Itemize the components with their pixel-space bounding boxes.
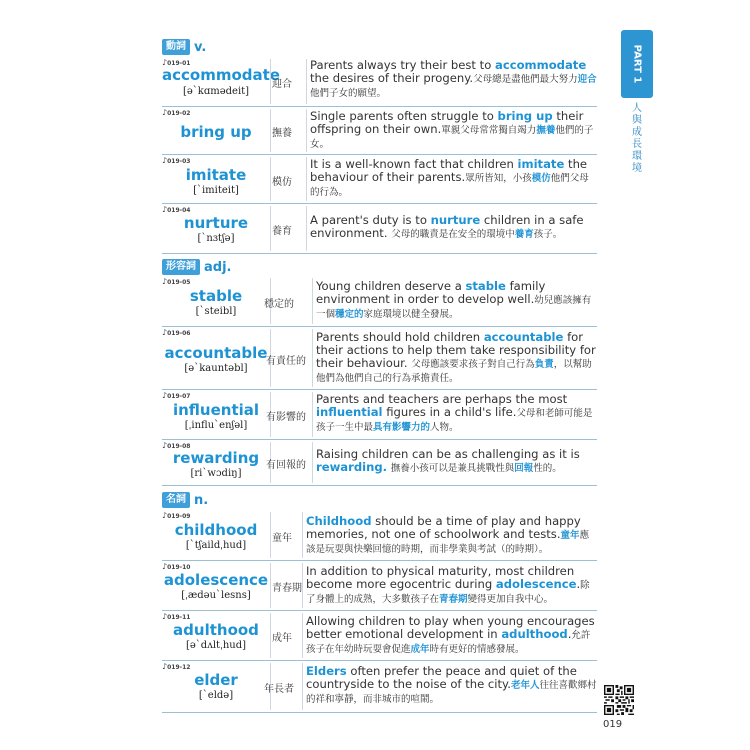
- vocab-entry: [162, 276, 597, 327]
- section-badge: 名詞: [162, 492, 190, 508]
- headword: childhood: [174, 521, 258, 539]
- chinese-meaning: 有回報的: [266, 460, 306, 471]
- entry-number: [162, 328, 190, 337]
- vocab-entry: [162, 661, 597, 713]
- text-run: 允許孩子在年幼時玩耍會促進: [306, 630, 591, 655]
- column-divider: [306, 206, 307, 251]
- chinese-meaning: 童年: [272, 532, 292, 544]
- text-run: 除了身體上的成熟，大多數孩子在: [306, 580, 590, 605]
- text-run: Parents should hold children: [316, 330, 484, 344]
- text-run: 時有更好的情感發展。: [429, 644, 525, 655]
- text-run: family environment in order to develop well.: [316, 279, 546, 306]
- text-run: Young children deserve a: [316, 279, 466, 293]
- column-divider: [302, 663, 303, 710]
- headword: influential: [172, 401, 260, 419]
- text-run: 他們子女的願望。: [310, 88, 387, 99]
- column-divider: [270, 206, 271, 251]
- example-sentence: [306, 615, 597, 656]
- highlight-text: Childhood: [306, 514, 372, 528]
- text-run: 父母總是盡他們最大努力: [473, 74, 578, 85]
- highlight-text: stable: [465, 279, 506, 293]
- entry-number: [162, 511, 190, 520]
- text-run: the desires of their progeny.: [310, 71, 474, 85]
- entry-number-text: 019-10: [167, 564, 191, 571]
- highlight-text: accommodate: [495, 58, 587, 72]
- page-number: 019: [603, 719, 623, 730]
- text-run: 變得更加自我中心。: [467, 594, 554, 605]
- example-sentence: [316, 331, 597, 385]
- phonetic: [ə`dʌltˌhud]: [185, 640, 247, 651]
- vocab-entry: [162, 440, 597, 486]
- chinese-meaning: 有影響的: [266, 412, 306, 423]
- phonetic: [`steibl]: [195, 306, 237, 317]
- section-header-adjective: [162, 259, 231, 275]
- text-run: their offspring on their own.: [310, 109, 584, 136]
- audio-note-icon: ♪: [162, 108, 168, 117]
- vocab-entry: [162, 155, 597, 204]
- section-pos: v.: [194, 39, 207, 55]
- text-run: A parent's duty is to: [310, 213, 431, 227]
- highlight-text: 穩定的: [335, 309, 364, 320]
- vocab-entry: [162, 204, 597, 254]
- text-run: Allowing children to play when young encourages better emotional development in: [306, 614, 595, 641]
- highlight-text: Elders: [306, 664, 347, 678]
- audio-note-icon: ♪: [162, 58, 168, 67]
- section-badge: 形容詞: [162, 259, 200, 275]
- text-run: 父母和老師可能是孩子一生中最: [316, 408, 593, 433]
- audio-note-icon: ♪: [162, 277, 168, 286]
- entry-number-text: 019-04: [167, 207, 191, 214]
- highlight-text: 具有影響力的: [373, 422, 431, 433]
- example-english: [306, 514, 581, 541]
- headword: accommodate: [162, 66, 280, 84]
- text-run: for their actions to help them take responsibility for their behaviour.: [316, 330, 596, 370]
- column-divider: [270, 157, 271, 201]
- highlight-text: influential: [316, 405, 383, 419]
- chinese-meaning: 年長者: [264, 684, 294, 695]
- section-header-noun: [162, 492, 208, 508]
- headword: imitate: [185, 166, 247, 184]
- entry-number: [162, 156, 190, 165]
- text-run: 孩子。: [533, 229, 563, 240]
- chinese-meaning: 撫養: [272, 128, 292, 139]
- highlight-text: 撫養: [536, 125, 556, 136]
- section-pos: n.: [194, 492, 209, 508]
- highlight-text: 成年: [410, 644, 430, 655]
- column-divider: [270, 59, 271, 104]
- chinese-meaning: 成年: [272, 633, 292, 644]
- text-run: Single parents often struggle to: [310, 109, 498, 123]
- text-run: Raising children can be as challenging as it is: [316, 447, 580, 461]
- vocab-entry: [162, 561, 597, 611]
- example-sentence: [316, 448, 597, 475]
- part-tab-label: PART 1: [631, 44, 643, 84]
- example-sentence: [316, 393, 597, 434]
- headword: stable: [189, 287, 243, 305]
- part-tab: [621, 30, 653, 98]
- example-english: [306, 614, 595, 641]
- chinese-meaning: 青春期: [272, 583, 302, 594]
- chinese-meaning: 迎合: [272, 79, 292, 90]
- entry-number-text: 019-05: [167, 279, 191, 286]
- entry-number-text: 019-11: [167, 614, 191, 621]
- example-chinese: [391, 463, 562, 474]
- section-badge: 動詞: [162, 39, 190, 55]
- highlight-text: adulthood: [501, 627, 568, 641]
- highlight-text: 青春期: [439, 594, 468, 605]
- text-run: should be a time of play and happy memories, not one of schoolwork and tests.: [306, 514, 581, 541]
- example-chinese: [391, 229, 562, 240]
- audio-note-icon: ♪: [162, 391, 168, 400]
- text-run: 人物。: [430, 422, 459, 433]
- text-run: 應該是玩耍與快樂回憶的時期，而非學業與考試（的時期）。: [306, 530, 590, 555]
- entry-number: [162, 205, 190, 214]
- highlight-text: 負責: [534, 359, 554, 370]
- phonetic: [ə`kauntəbl]: [184, 363, 248, 374]
- vocab-entry: [162, 510, 597, 561]
- text-run: 家庭環境以健全發展。: [363, 309, 459, 320]
- example-sentence: [306, 515, 597, 556]
- section-header-verb: [162, 39, 206, 55]
- text-run: often prefer the peace and quiet of the countryside to the noise of the city.: [306, 664, 577, 691]
- column-divider: [312, 329, 313, 387]
- text-run: Parents and teachers are perhaps the most: [316, 392, 568, 406]
- highlight-text: 模仿: [531, 173, 551, 184]
- highlight-text: 迎合: [577, 74, 597, 85]
- highlight-text: 老年人: [510, 680, 540, 691]
- entry-number: [162, 277, 190, 286]
- highlight-text: rewarding.: [316, 460, 388, 474]
- audio-note-icon: ♪: [162, 511, 168, 520]
- audio-note-icon: ♪: [162, 205, 168, 214]
- chapter-category: 人與成長環境: [632, 103, 642, 174]
- entry-number-text: 019-08: [167, 443, 191, 450]
- entry-number: [162, 562, 190, 571]
- highlight-text: adolescence: [495, 577, 577, 591]
- column-divider: [302, 512, 303, 558]
- audio-note-icon: ♪: [162, 441, 168, 450]
- chinese-meaning: 有責任的: [266, 355, 306, 367]
- vocab-entry: [162, 390, 597, 440]
- column-divider: [312, 442, 313, 483]
- highlight-text: 童年: [560, 530, 580, 541]
- entry-number: [162, 612, 190, 621]
- highlight-text: nurture: [430, 213, 481, 227]
- phonetic: [ə`kɑmədeit]: [182, 86, 250, 97]
- audio-note-icon: ♪: [162, 612, 168, 621]
- entry-number-text: 019-03: [167, 158, 191, 165]
- text-run: 父母應該要求孩子對自己行為: [411, 359, 535, 370]
- entry-number: [162, 662, 190, 671]
- text-run: It is a well-known fact that children: [310, 157, 518, 171]
- entry-number-text: 019-01: [167, 60, 191, 67]
- highlight-text: 回報: [514, 463, 534, 474]
- phonetic: [`imiteit]: [193, 185, 239, 196]
- entry-number-text: 019-02: [167, 110, 191, 117]
- entry-number: [162, 108, 190, 117]
- audio-note-icon: ♪: [162, 662, 168, 671]
- headword: bring up: [180, 123, 252, 141]
- headword: nurture: [183, 214, 249, 232]
- highlight-text: accountable: [483, 330, 564, 344]
- column-divider: [270, 109, 271, 152]
- text-run: the behaviour of their parents.: [310, 157, 588, 184]
- headword: adolescence: [163, 571, 269, 589]
- vocab-entry: [162, 611, 597, 661]
- text-run: 他們父母的行為。: [310, 173, 589, 198]
- column-divider: [270, 512, 271, 558]
- text-run: Parents always try their best to: [310, 58, 495, 72]
- headword: adulthood: [173, 621, 259, 639]
- section-pos: adj.: [204, 259, 232, 275]
- headword: rewarding: [172, 449, 260, 467]
- phonetic: [`tʃaildˌhud]: [185, 540, 247, 551]
- vocab-entry: [162, 107, 597, 155]
- chinese-meaning: 穩定的: [264, 298, 294, 310]
- highlight-text: imitate: [517, 157, 565, 171]
- column-divider: [270, 563, 271, 608]
- phonetic: [ri`wɔdiŋ]: [190, 468, 242, 479]
- example-sentence: [306, 565, 597, 606]
- qr-code-icon: [604, 685, 634, 715]
- example-sentence: [306, 665, 597, 706]
- text-run: .: [576, 577, 581, 591]
- example-sentence: [316, 280, 597, 321]
- text-run: 往往喜歡鄉村的祥和寧靜，而非城市的喧鬧。: [306, 680, 597, 705]
- phonetic: [ˌædəu`lesns]: [181, 590, 251, 601]
- entry-number-text: 019-06: [167, 330, 191, 337]
- audio-note-icon: ♪: [162, 562, 168, 571]
- chinese-meaning: 模仿: [272, 176, 292, 188]
- phonetic: [`nɜtʃə]: [197, 233, 235, 244]
- phonetic: [ˌinflu`enʃəl]: [184, 420, 248, 431]
- text-run: ，以幫助他們為他們自己的行為承擔責任。: [316, 359, 592, 384]
- chinese-meaning: 養育: [272, 226, 292, 237]
- example-sentence: [310, 110, 597, 151]
- entry-number: [162, 391, 190, 400]
- text-run: figures in a child's life.: [382, 405, 517, 419]
- entry-number-text: 019-12: [167, 664, 191, 671]
- phonetic: [`eldə]: [198, 690, 234, 701]
- highlight-text: bring up: [497, 109, 553, 123]
- text-run: 單親父母常常獨自竭力: [441, 125, 537, 136]
- text-run: .: [567, 627, 572, 641]
- text-run: 性的。: [533, 463, 562, 474]
- text-run: children in a safe environment.: [310, 213, 584, 240]
- vocab-entry: [162, 57, 597, 107]
- text-run: 他們的子女。: [310, 125, 594, 150]
- column-divider: [312, 392, 313, 437]
- entry-number-text: 019-09: [167, 513, 191, 520]
- audio-note-icon: ♪: [162, 156, 168, 165]
- column-divider: [302, 613, 303, 658]
- example-sentence: [310, 59, 597, 100]
- text-run: 眾所皆知，小孩: [465, 173, 532, 184]
- text-run: In addition to physical maturity, most children become more egocentric during: [306, 564, 575, 591]
- column-divider: [306, 109, 307, 152]
- highlight-text: 養育: [514, 229, 534, 240]
- example-sentence: [310, 214, 597, 241]
- audio-note-icon: ♪: [162, 328, 168, 337]
- entry-number-text: 019-07: [167, 393, 191, 400]
- column-divider: [306, 59, 307, 104]
- column-divider: [270, 613, 271, 658]
- column-divider: [306, 157, 307, 201]
- text-run: 父母的職責是在安全的環境中: [391, 229, 515, 240]
- vocab-entry: [162, 327, 597, 390]
- column-divider: [302, 563, 303, 608]
- text-run: 撫養小孩可以是兼具挑戰性與: [390, 463, 515, 474]
- text-run: 幼兒應該擁有一個: [316, 295, 592, 320]
- example-english: [316, 279, 545, 306]
- column-divider: [312, 278, 313, 324]
- example-english: [306, 564, 580, 591]
- headword: elder: [194, 671, 238, 689]
- example-sentence: [310, 158, 597, 199]
- headword: accountable: [164, 344, 268, 362]
